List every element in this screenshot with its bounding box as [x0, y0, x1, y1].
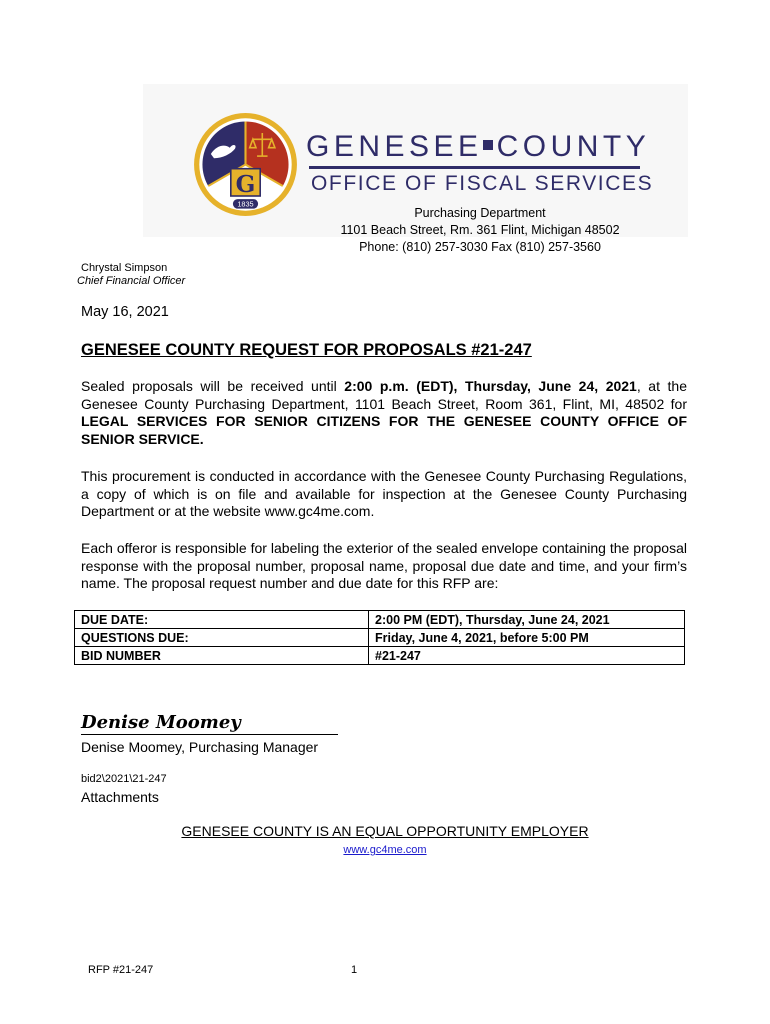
website-link-text[interactable]: www.gc4me.com — [343, 844, 427, 856]
paragraph-labeling: Each offeror is responsible for labeling the exterior of the sealed envelope containing the proposal response with the proposal number, proposal name, proposal due date and time, and your firm’s name. The proposal request number and due date for this RFP are: — [81, 540, 687, 591]
questions-due-label: QUESTIONS DUE: — [75, 629, 369, 647]
paragraph-procurement: This procurement is conducted in accordance with the Genesee County Purchasing Regulations, a copy of which is on file and available for inspection at the Genesee County Purchasing Department or at the website www.gc4me.com. — [81, 468, 687, 519]
brand-rule — [309, 166, 640, 169]
signer-printed-name: Denise Moomey, Purchasing Manager — [81, 739, 319, 755]
seal-year: 1835 — [237, 199, 254, 209]
address-phone: Phone: (810) 257-3030 Fax (810) 257-3560 — [359, 240, 601, 254]
paragraph-sealed-proposals — [81, 378, 687, 448]
seal-letter: G — [235, 170, 256, 198]
attachments-label: Attachments — [81, 789, 159, 805]
table-row — [75, 647, 685, 665]
p1-service-title: LEGAL SERVICES FOR SENIOR CITIZENS FOR THE GENESEE COUNTY OFFICE OF SENIOR SERVICE. — [81, 413, 687, 447]
table-row — [75, 629, 685, 647]
due-date-label: DUE DATE: — [75, 611, 369, 629]
page-number: 1 — [351, 964, 358, 976]
brand-office: OFFICE OF FISCAL SERVICES — [311, 172, 654, 195]
brand-name-part1: GENESEE — [306, 130, 483, 163]
p1-text-1: Sealed proposals will be received until — [81, 378, 345, 394]
p1-text-2: , at the Genesee County Purchasing Department, 1101 Beach Street, Room 361, Flint, MI, 48502 for — [81, 378, 687, 412]
address-department: Purchasing Department — [414, 206, 546, 220]
signature-line — [81, 734, 338, 735]
due-date-table — [74, 610, 685, 665]
officer-title: Chief Financial Officer — [77, 275, 186, 287]
county-seal-logo — [193, 112, 298, 217]
square-separator-icon — [483, 140, 493, 150]
questions-due-value: Friday, June 4, 2021, before 5:00 PM — [369, 629, 685, 647]
address-street: 1101 Beach Street, Rm. 361 Flint, Michigan 48502 — [340, 223, 620, 237]
brand-name — [306, 125, 650, 169]
equal-opportunity-statement: GENESEE COUNTY IS AN EQUAL OPPORTUNITY EMPLOYER — [181, 823, 589, 839]
footer-rfp-number: RFP #21-247 — [88, 964, 154, 976]
brand-name-part2: COUNTY — [496, 130, 651, 163]
bid-number-value: #21-247 — [369, 647, 685, 665]
page-title: GENESEE COUNTY REQUEST FOR PROPOSALS #21-247 — [81, 341, 532, 359]
letter-date: May 16, 2021 — [81, 304, 169, 320]
officer-name: Chrystal Simpson — [81, 262, 168, 274]
handwritten-signature: Denise Moomey — [81, 712, 241, 733]
due-date-value: 2:00 PM (EDT), Thursday, June 24, 2021 — [369, 611, 685, 629]
website-link — [0, 843, 770, 857]
bid-number-label: BID NUMBER — [75, 647, 369, 665]
p1-deadline: 2:00 p.m. (EDT), Thursday, June 24, 2021 — [344, 378, 637, 394]
table-row — [75, 611, 685, 629]
file-reference: bid2\2021\21-247 — [81, 773, 167, 785]
